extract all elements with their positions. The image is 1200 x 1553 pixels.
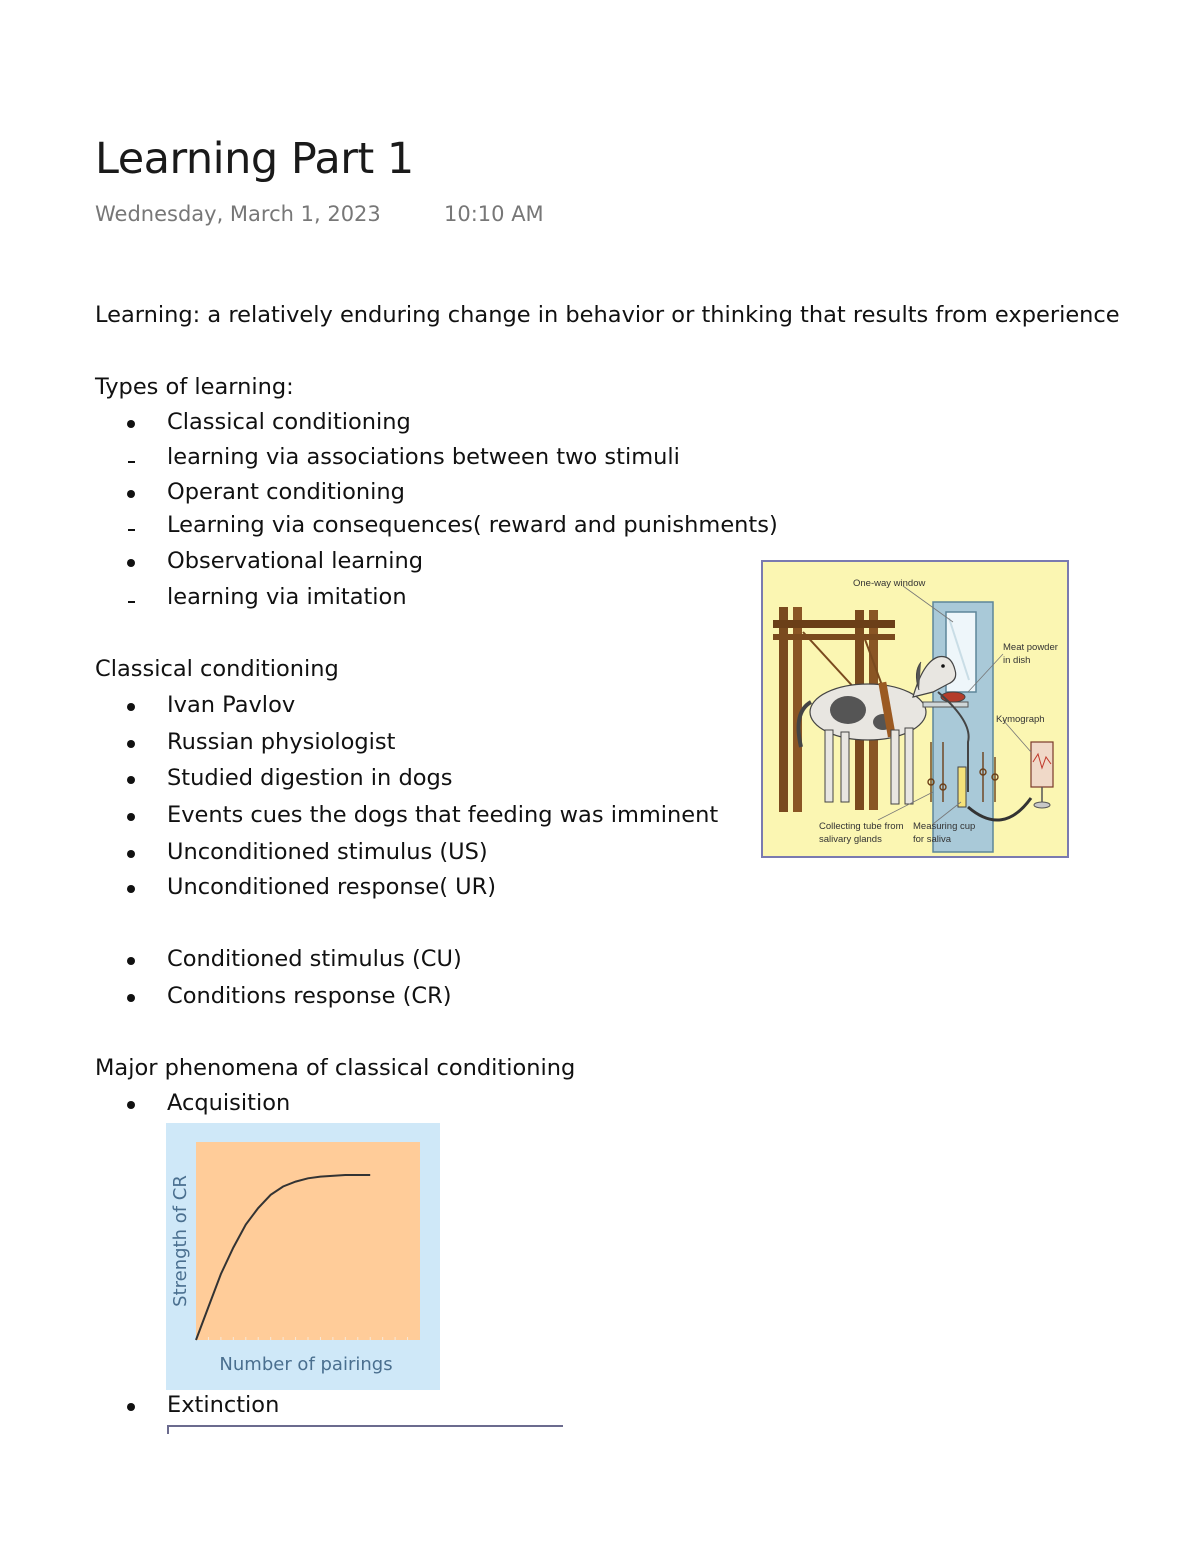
meat-label-1: Meat powder	[1003, 642, 1058, 653]
bullet-marker	[127, 703, 135, 711]
list-item: Conditioned stimulus (CU)	[167, 946, 462, 972]
bullet-marker	[127, 559, 135, 567]
page-title: Learning Part 1	[95, 134, 414, 184]
list-item: Studied digestion in dogs	[167, 765, 453, 791]
list-item: learning via imitation	[167, 584, 407, 610]
acquisition-chart	[166, 1123, 440, 1390]
list-item: Classical conditioning	[167, 409, 411, 435]
y-axis-label: Strength of CR	[170, 1175, 191, 1307]
cup-label-2: for saliva	[913, 834, 952, 845]
list-item: Conditions response (CR)	[167, 983, 452, 1009]
tube-label-1: Collecting tube from	[819, 821, 904, 832]
extinction-image-placeholder	[167, 1425, 563, 1427]
kymograph	[1031, 742, 1053, 787]
list-item: Extinction	[167, 1392, 280, 1418]
bullet-marker	[127, 490, 135, 498]
bullet-marker	[127, 850, 135, 858]
phenomena-heading: Major phenomena of classical conditioning	[95, 1055, 576, 1081]
x-axis-label: Number of pairings	[219, 1354, 393, 1375]
bullet-marker	[127, 420, 135, 428]
dash-marker	[128, 461, 135, 463]
bullet-marker	[127, 885, 135, 893]
bullet-marker	[127, 776, 135, 784]
page-date: Wednesday, March 1, 2023	[95, 202, 381, 226]
list-item: Unconditioned response( UR)	[167, 874, 497, 900]
dash-marker	[128, 601, 135, 603]
bullet-marker	[127, 1403, 135, 1411]
bullet-marker	[127, 813, 135, 821]
learning-definition: Learning: a relatively enduring change in behavior or thinking that results from experience	[95, 302, 1120, 328]
kymograph-label: Kymograph	[996, 714, 1045, 725]
window-label: One-way window	[853, 578, 926, 589]
bullet-marker	[127, 740, 135, 748]
plot-panel	[196, 1142, 420, 1340]
list-item: Ivan Pavlov	[167, 692, 296, 718]
pavlov-apparatus-illustration	[761, 560, 1069, 858]
tube-label-2: salivary glands	[819, 834, 882, 845]
types-heading: Types of learning:	[95, 374, 294, 400]
list-item: Operant conditioning	[167, 479, 405, 505]
list-item: Unconditioned stimulus (US)	[167, 839, 488, 865]
dash-marker	[128, 529, 135, 531]
bullet-marker	[127, 1101, 135, 1109]
list-item: Observational learning	[167, 548, 423, 574]
list-item: Learning via consequences( reward and punishments)	[167, 512, 778, 538]
list-item: Russian physiologist	[167, 729, 396, 755]
page-time: 10:10 AM	[444, 202, 544, 226]
bullet-marker	[127, 957, 135, 965]
list-item: learning via associations between two stimuli	[167, 444, 680, 470]
classical-heading: Classical conditioning	[95, 656, 339, 682]
bullet-marker	[127, 994, 135, 1002]
meat-label-2: in dish	[1003, 655, 1031, 666]
cup-label-1: Measuring cup	[913, 821, 976, 832]
list-item: Events cues the dogs that feeding was imminent	[167, 802, 719, 828]
list-item: Acquisition	[167, 1090, 291, 1116]
extinction-image-edge	[167, 1425, 169, 1434]
